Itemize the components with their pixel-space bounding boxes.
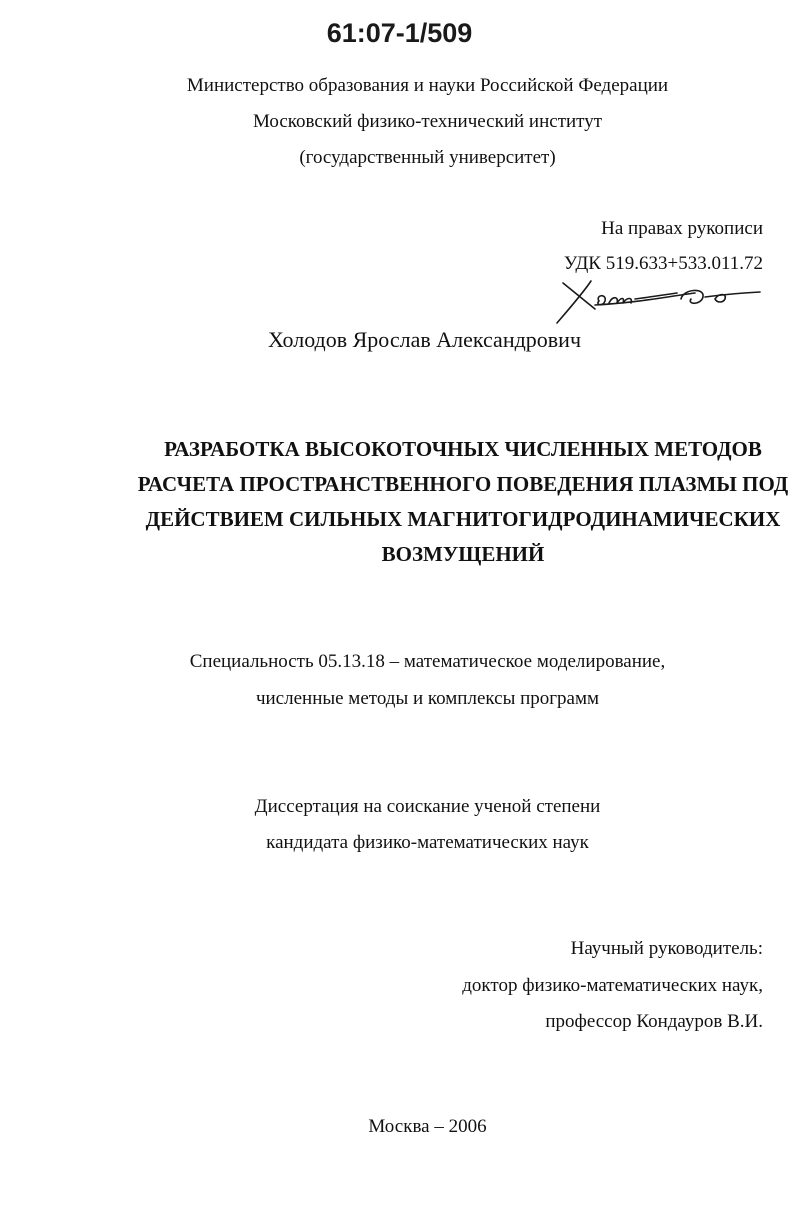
advisor-name: профессор Кондауров В.И. — [545, 1011, 763, 1032]
ministry-line: Министерство образования и науки Российской Федерации — [186, 75, 669, 96]
author-name: Холодов Ярослав Александрович — [268, 327, 582, 352]
handwritten-signature — [555, 275, 765, 327]
dissertation-title — [0, 432, 799, 572]
title-line: РАЗРАБОТКА ВЫСОКОТОЧНЫХ ЧИСЛЕННЫХ МЕТОДОВ — [164, 437, 762, 461]
institute-line: Московский физико-технический институт — [252, 111, 603, 132]
dissertation-degree-line-1: Диссертация на соискание ученой степени — [254, 796, 601, 817]
dissertation-degree-line-2: кандидата физико-математических наук — [266, 832, 589, 853]
institute-status-line: (государственный университет) — [299, 147, 556, 168]
archive-code: 61:07-1/509 — [326, 18, 473, 48]
speciality-line-1: Специальность 05.13.18 – математическое моделирование, — [189, 651, 666, 672]
advisor-degree: доктор физико-математических наук, — [462, 975, 763, 996]
speciality-line-2: численные методы и комплексы программ — [255, 688, 600, 709]
title-line: ДЕЙСТВИЕМ СИЛЬНЫХ МАГНИТОГИДРОДИНАМИЧЕСКИХ — [145, 507, 781, 531]
title-line: РАСЧЕТА ПРОСТРАНСТВЕННОГО ПОВЕДЕНИЯ ПЛАЗМЫ ПОД — [137, 472, 789, 496]
advisor-heading: Научный руководитель: — [570, 938, 763, 959]
city-year: Москва – 2006 — [368, 1116, 487, 1137]
manuscript-rights: На правах рукописи — [601, 218, 763, 239]
title-line: ВОЗМУЩЕНИЙ — [381, 542, 545, 566]
udc-code: УДК 519.633+533.011.72 — [563, 253, 763, 274]
